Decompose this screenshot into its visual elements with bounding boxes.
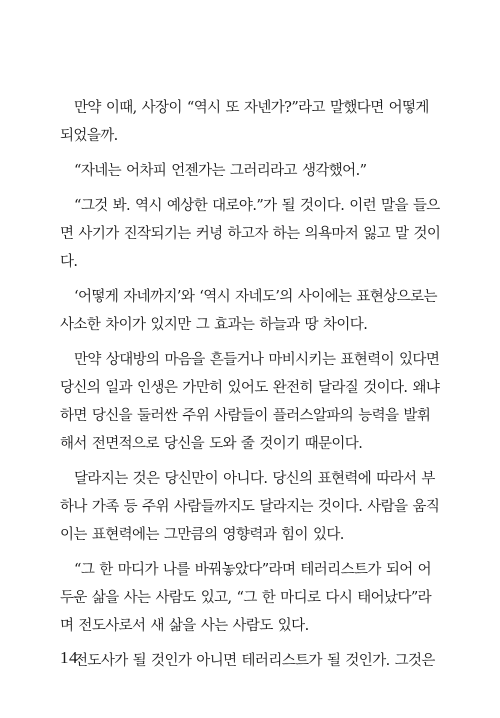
paragraph: “자네는 어차피 언젠가는 그러리라고 생각했어.” (74, 163, 367, 179)
paragraph: “그 한 마디가 나를 바꿔놓았다”라며 테러리스트가 되어 어두운 삶을 사는 사람도 있고, “그 한 마디로 다시 태어났다”라며 전도사로서 새 삶을 사는 사람도 있다. (60, 562, 432, 634)
paragraph: 전도사가 될 것인가 아니면 테러리스트가 될 것인가. 그것은 (74, 653, 435, 669)
paragraph: ‘어떻게 자네까지’와 ‘역시 자네도’의 사이에는 표현상으로는 사소한 차이가 있지만 그 효과는 하늘과 땅 차이다. (60, 289, 437, 333)
paragraph: 달라지는 것은 당신만이 아니다. 당신의 표현력에 따라서 부하나 가족 등 주위 사람들까지도 달라지는 것이다. 사람을 움직이는 표현력에는 그만큼의 영향력과 힘이 있다. (60, 471, 440, 543)
paragraph: 만약 상대방의 마음을 흔들거나 마비시키는 표현력이 있다면 당신의 일과 인생은 가만히 있어도 완전히 달라질 것이다. 왜냐하면 당신을 둘러싼 주위 사람들이 플러스알파의 능력을 발휘해서 전면적으로 당신을 도와 줄 것이기 때문이다. (60, 352, 440, 452)
paragraph: “그것 봐. 역시 예상한 대로야.”가 될 것이다. 이런 말을 들으면 사기가 진작되기는 커녕 하고자 하는 의욕마저 잃고 말 것이다. (60, 198, 441, 270)
paragraph: 만약 이때, 사장이 “역시 또 자넨가?”라고 말했다면 어떻게 되었을까. (60, 100, 429, 144)
body-text (60, 94, 442, 682)
page-number: 14 (60, 648, 78, 667)
